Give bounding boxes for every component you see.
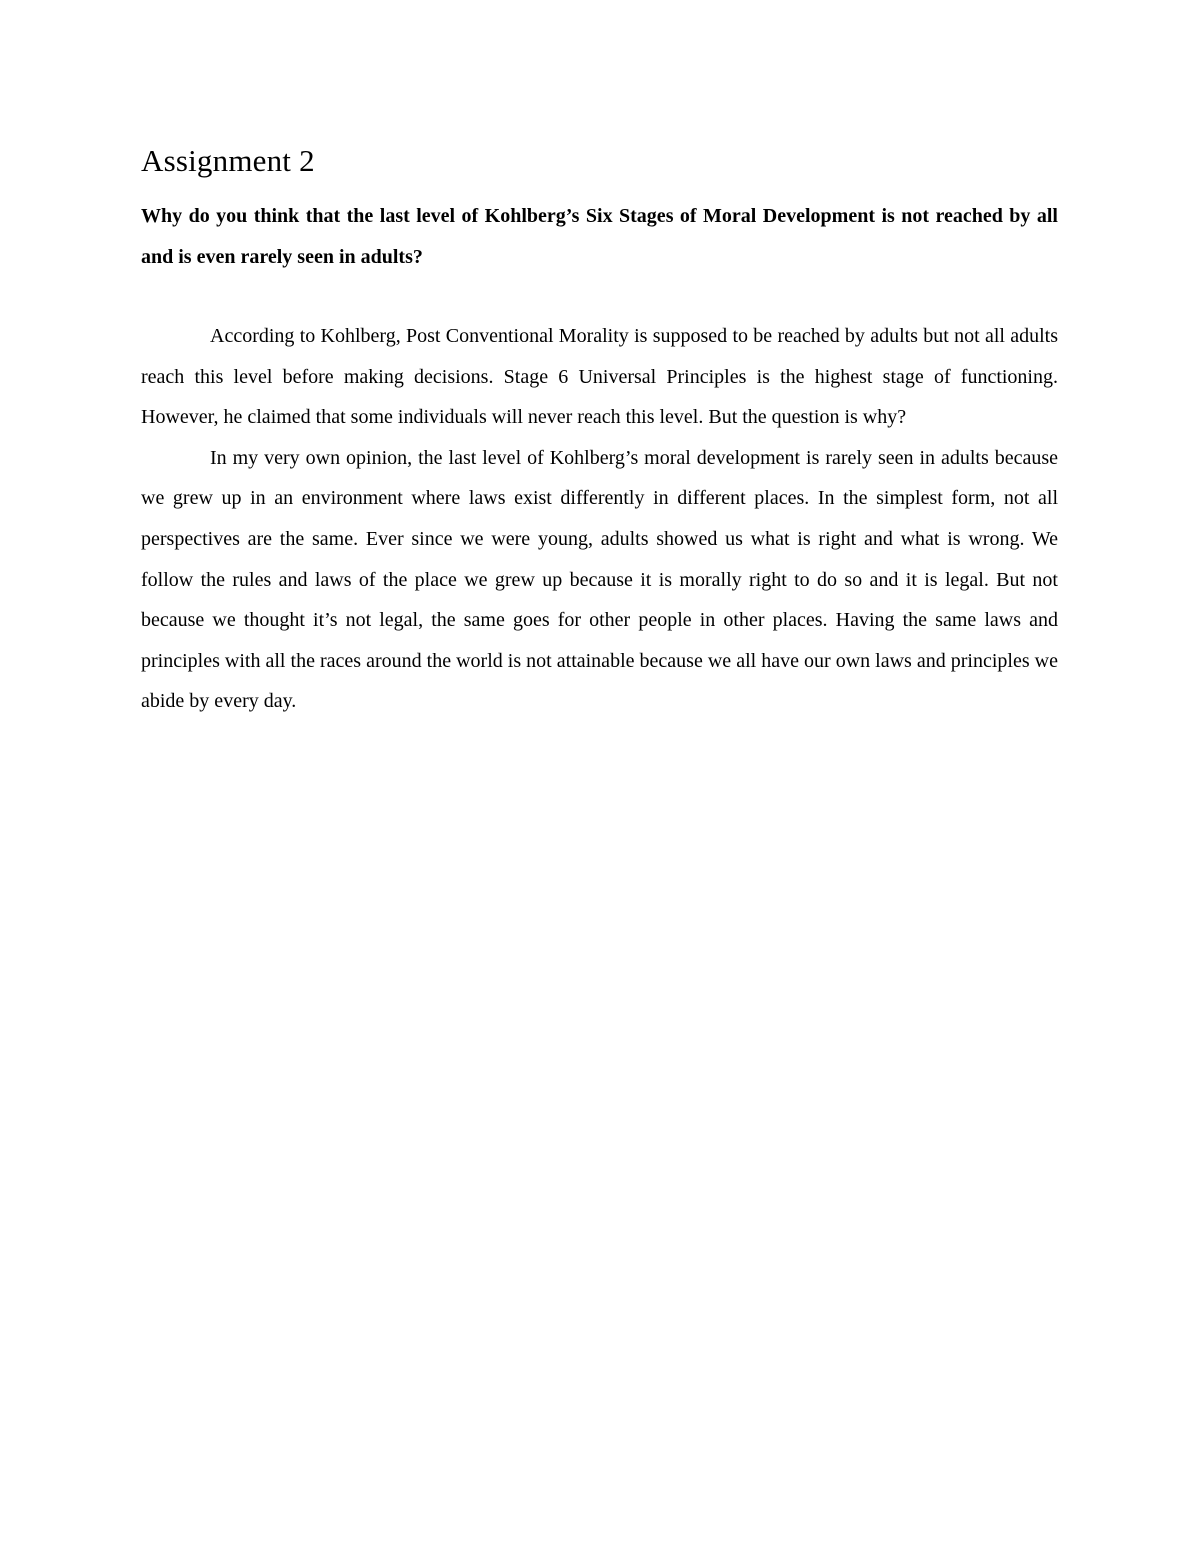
assignment-question: Why do you think that the last level of Kohlberg’s Six Stages of Moral Development is not reached by all and is even rarely seen in adults?	[141, 205, 1058, 268]
body-paragraph-2: In my very own opinion, the last level of Kohlberg’s moral development is rarely seen in adults because we grew up in an environment where laws exist differently in different places. In the simplest form, not all perspectives are the same. Ever since we were young, adults showed us what is right and what is wrong. We follow the rules and laws of the place we grew up because it is morally right to do so and it is legal. But not because we thought it’s not legal, the same goes for other people in other places. Having the same laws and principles with all the races around the world is not attainable because we all have our own laws and principles we abide by every day.	[141, 446, 1058, 713]
document-content	[141, 140, 1058, 722]
body-paragraph-1: According to Kohlberg, Post Conventional Morality is supposed to be reached by adults but not all adults reach this level before making decisions. Stage 6 Universal Principles is the highest stage of functioning. However, he claimed that some individuals will never reach this level. But the question is why?	[141, 325, 1058, 429]
document-title: Assignment 2	[141, 143, 315, 178]
